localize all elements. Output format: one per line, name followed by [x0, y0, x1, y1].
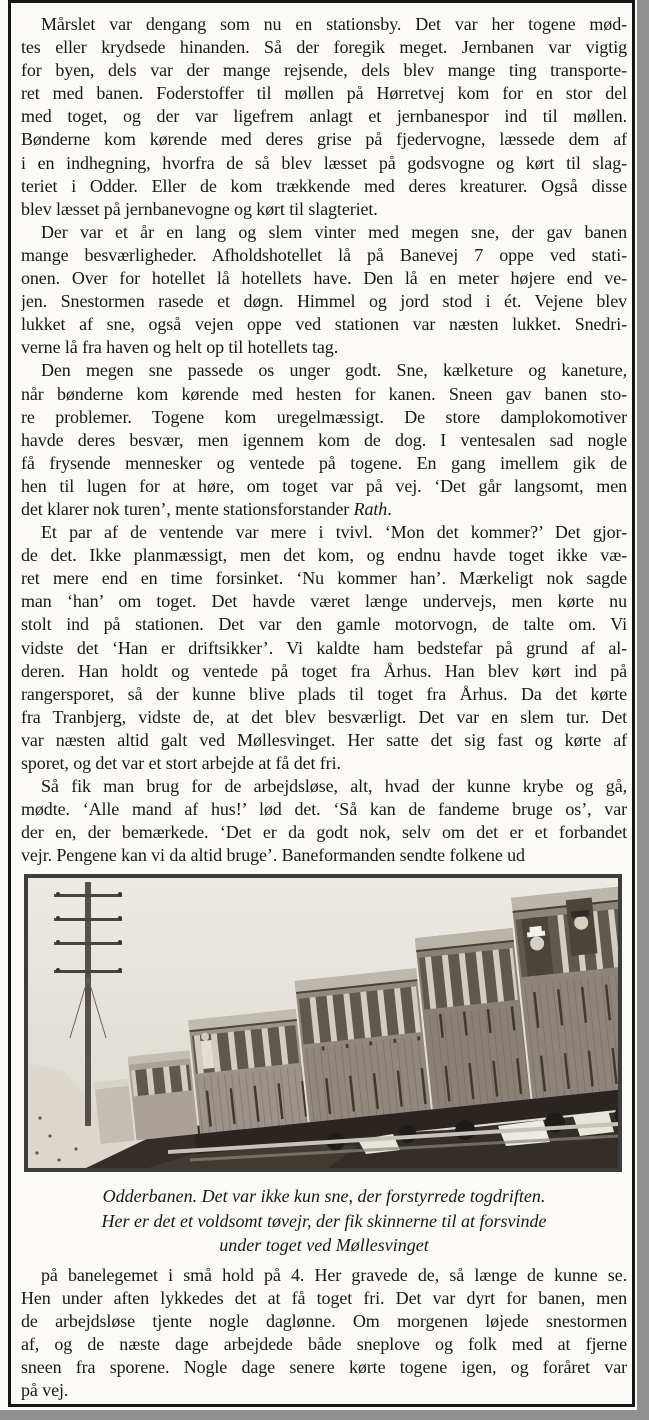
article-text-top	[21, 13, 627, 867]
text-line: sporet, og det var et stort arbejde at få det fri.	[21, 753, 341, 773]
text-line: onen. Over for hotellet lå hotellets have. Den lå en meter højere end ve-	[21, 268, 627, 289]
text-line: de arbejdsløse tjente nogle daglønne. Om morgenen løjede snestormen	[21, 1311, 627, 1332]
text-line: Der var et år en lang og slem vinter med megen sne, der gav banen	[41, 221, 627, 242]
text-line: havde deres besvær, men igennem kom de dog. I ventesalen sad nogle	[21, 429, 627, 450]
text-line: fra Tranbjerg, vidste de, at det blev besværligt. Det var en slem tur. Det	[21, 706, 627, 727]
text-line: Bønderne kom kørende med deres grise på fjedervogne, læssede dem af	[21, 129, 627, 150]
text-line: Hen under aften lykkedes det at få toget fri. Det var dyrt for banen, men	[21, 1288, 627, 1309]
text-line: Så fik man brug for de arbejdsløse, alt, hvad der kunne krybe og gå,	[41, 776, 627, 797]
text-line: der en, der bemærkede. ‘Det er da godt nok, selv om det er et forbandet	[21, 822, 627, 843]
text-line: de det. Ikke planmæssigt, men det kom, og endnu havde toget ikke væ-	[21, 545, 627, 566]
text-line: blev læsset på jernbanevogne og kørt til slagteriet.	[21, 198, 378, 219]
text-line: hen til lugen for at høre, om toget var på vej. ‘Det går langsomt, men	[21, 475, 627, 496]
text-line: tes eller krydsede hinanden. Så der foregik meget. Jernbanen var vigtig	[21, 37, 627, 58]
text-line: sneen fra sporene. Nogle dage senere kørte togene igen, og foråret var	[21, 1357, 627, 1378]
text-line: rangersporet, så der kunne blive plads til toget fra Århus. Da det kørte	[21, 683, 627, 704]
text-line: få frysende mennesker og ventede på togene. En gang imellem gik de	[21, 452, 627, 473]
text-line: mødte. ‘Alle mand af hus!’ lød det. ‘Så kan de fandeme bruge os’, var	[21, 799, 627, 820]
text-line: deren. Han holdt og ventede på toget fra Århus. Han blev kørt ind på	[21, 660, 627, 681]
text-line: når bønderne kom kørende med hesten for kanen. Sneen gav banen sto-	[21, 383, 627, 404]
text-line: i en indhegning, hvorfra de så blev læsset på godsvogne og kørt til slag-	[21, 152, 627, 173]
text-line: var næsten altid galt ved Møllesvinget. Her satte det sig fast og kørte af	[21, 729, 627, 750]
text-line: Mårslet var dengang som nu en stationsby. Det var her togene mød-	[41, 14, 627, 34]
text-line: vidste det ‘Han er driftsikker’. Vi kaldte ham bedstefar på grund af al-	[21, 637, 627, 658]
article-text-bottom	[21, 1264, 627, 1403]
train-photo-graphic	[28, 878, 618, 1168]
text-line: stolt ind på stationen. Det var den gamle motorvogn, de talte om. Vi	[21, 614, 627, 635]
text-line: mange besværligheder. Afholdshotellet lå på Banevej 7 oppe ved stati-	[21, 244, 627, 265]
text-line: med toget, og der var ligefrem anlagt et jernbanespor ind til møllen.	[21, 106, 627, 127]
caption-line: under toget ved Møllesvinget	[219, 1235, 429, 1256]
text-line: re problemer. Togene kom uregelmæssigt. De store damplokomotiver	[21, 406, 627, 427]
caption-line: Odderbanen. Det var ikke kun sne, der forstyrrede togdriften.	[102, 1186, 546, 1206]
text-line: ret mere end en time forsinket. ‘Nu kommer han’. Mærkeligt nok sagde	[21, 568, 627, 589]
train-photo	[24, 874, 622, 1172]
photo-caption	[21, 1184, 627, 1258]
text-line: for byen, dels var der mange rejsende, dels blev mange ting transporte-	[21, 60, 627, 81]
text-line: på vej.	[21, 1380, 69, 1401]
text-line: vejr. Pengene kan vi da altid bruge’. Baneformanden sendte folkene ud	[21, 845, 525, 866]
text-line: teriet i Odder. Eller de kom trækkende med deres kreaturer. Også disse	[21, 175, 627, 196]
text-line: lukket af sne, også vejen oppe ved stationen var næsten lukket. Snedri-	[21, 314, 627, 335]
text-line: på banelegemet i små hold på 4. Her gravede de, så længe de kunne se.	[41, 1265, 627, 1285]
text-line: ret med banen. Foderstoffer til møllen på Hørretvej kom for en stor del	[21, 83, 627, 104]
text-line: Den megen sne passede os unger godt. Sne, kælketure og kaneture,	[41, 360, 627, 381]
text-line: af, og de næste dage arbejdede både sneplove og folk med at fjerne	[21, 1334, 627, 1355]
caption-line: Her er det et voldsomt tøvejr, der fik skinnerne til at forsvinde	[101, 1210, 547, 1231]
text-line: jen. Snestormen rasede et døgn. Himmel og jord stod i ét. Vejene blev	[21, 291, 627, 312]
text-line: man ‘han’ om toget. Det havde været længe undervejs, men kørte nu	[21, 591, 627, 612]
text-line: det klarer nok turen’, mente stationsforstander Rath.	[21, 498, 392, 519]
text-line: Et par af de ventende var mere i tvivl. ‘Mon det kommer?’ Det gjor-	[41, 522, 627, 543]
text-line: verne lå fra haven og helt op til hotellets tag.	[21, 337, 339, 358]
